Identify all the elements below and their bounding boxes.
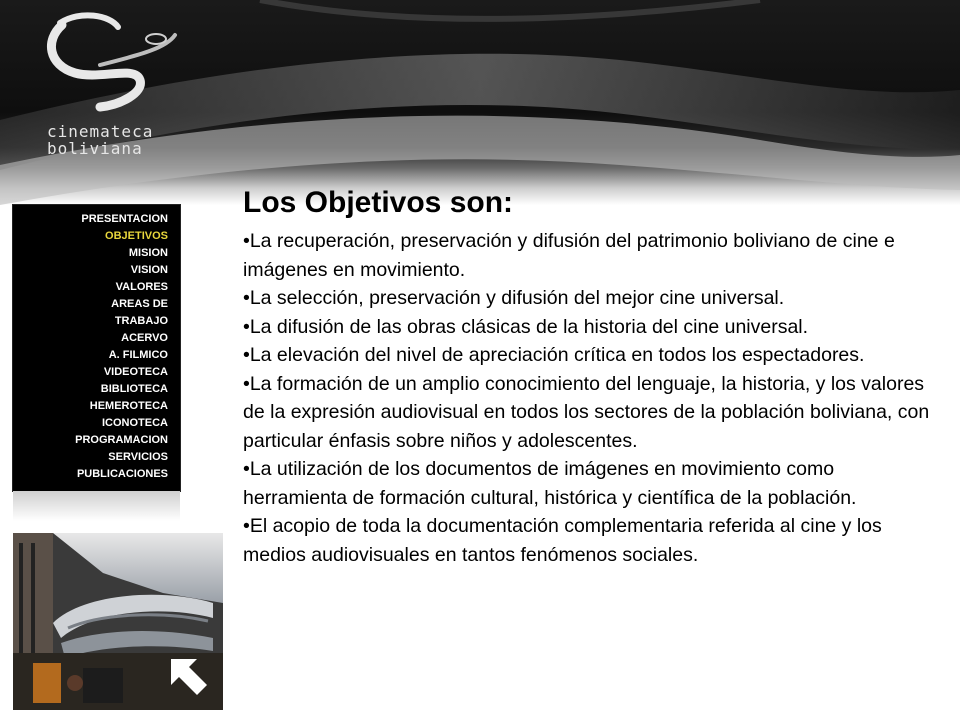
- menu-item-presentacion[interactable]: PRESENTACION: [81, 213, 168, 225]
- menu-item-vision[interactable]: VISION: [130, 264, 168, 276]
- menu-item-hemeroteca[interactable]: HEMEROTECA: [89, 400, 168, 412]
- objective-item: •La elevación del nivel de apreciación crítica en todos los espectadores.: [243, 344, 865, 366]
- menu-item-mision[interactable]: MISION: [128, 247, 168, 259]
- menu-item-areas-de[interactable]: AREAS DE: [111, 298, 168, 310]
- menu-item-valores[interactable]: VALORES: [115, 281, 168, 293]
- brand-wordmark: [47, 123, 153, 157]
- objective-item: •El acopio de toda la documentación complementaria referida al cine y los medios audiovisuales en tantos fenómenos sociales.: [243, 515, 882, 566]
- brand-line-1: cinemateca: [47, 122, 154, 141]
- main-content: [243, 185, 943, 569]
- page-title: Los Objetivos son:: [243, 186, 514, 219]
- menu-fade: [13, 491, 180, 521]
- objective-item: •La utilización de los documentos de imágenes en movimiento como herramienta de formación cultural, histórica y científica de la población.: [243, 458, 857, 509]
- film-swirl-logo-icon: [40, 5, 180, 120]
- menu-item-trabajo[interactable]: TRABAJO: [114, 315, 168, 327]
- objective-item: •La formación de un amplio conocimiento del lenguaje, la historia, y los valores de la expresión audiovisual en todos los sectores de la población boliviana, con particular énfasis sobre niños y adolescentes.: [243, 372, 930, 452]
- objective-item: •La difusión de las obras clásicas de la historia del cine universal.: [243, 315, 809, 338]
- menu-item-publicaciones[interactable]: PUBLICACIONES: [76, 468, 168, 480]
- building-interior-photo: [13, 533, 223, 710]
- menu-item-iconoteca[interactable]: ICONOTECA: [102, 417, 168, 429]
- objective-item: •La recuperación, preservación y difusión del patrimonio boliviano de cine e imágenes en movimiento.: [243, 230, 895, 281]
- menu-item-a-filmico[interactable]: A. FILMICO: [108, 349, 168, 361]
- objectives-list: [243, 227, 943, 569]
- menu-item-servicios[interactable]: SERVICIOS: [108, 451, 168, 463]
- brand-line-2: boliviana: [47, 139, 143, 158]
- menu-item-acervo[interactable]: ACERVO: [121, 332, 168, 344]
- arrow-up-left-icon: [163, 651, 213, 701]
- menu-item-objetivos[interactable]: OBJETIVOS: [105, 230, 168, 242]
- header-banner: [0, 0, 960, 205]
- menu-item-biblioteca[interactable]: BIBLIOTECA: [100, 383, 168, 395]
- sidebar-menu: [13, 205, 180, 491]
- menu-item-videoteca[interactable]: VIDEOTECA: [103, 366, 168, 378]
- menu-item-programacion[interactable]: PROGRAMACION: [75, 434, 168, 446]
- objective-item: •La selección, preservación y difusión del mejor cine universal.: [243, 287, 785, 309]
